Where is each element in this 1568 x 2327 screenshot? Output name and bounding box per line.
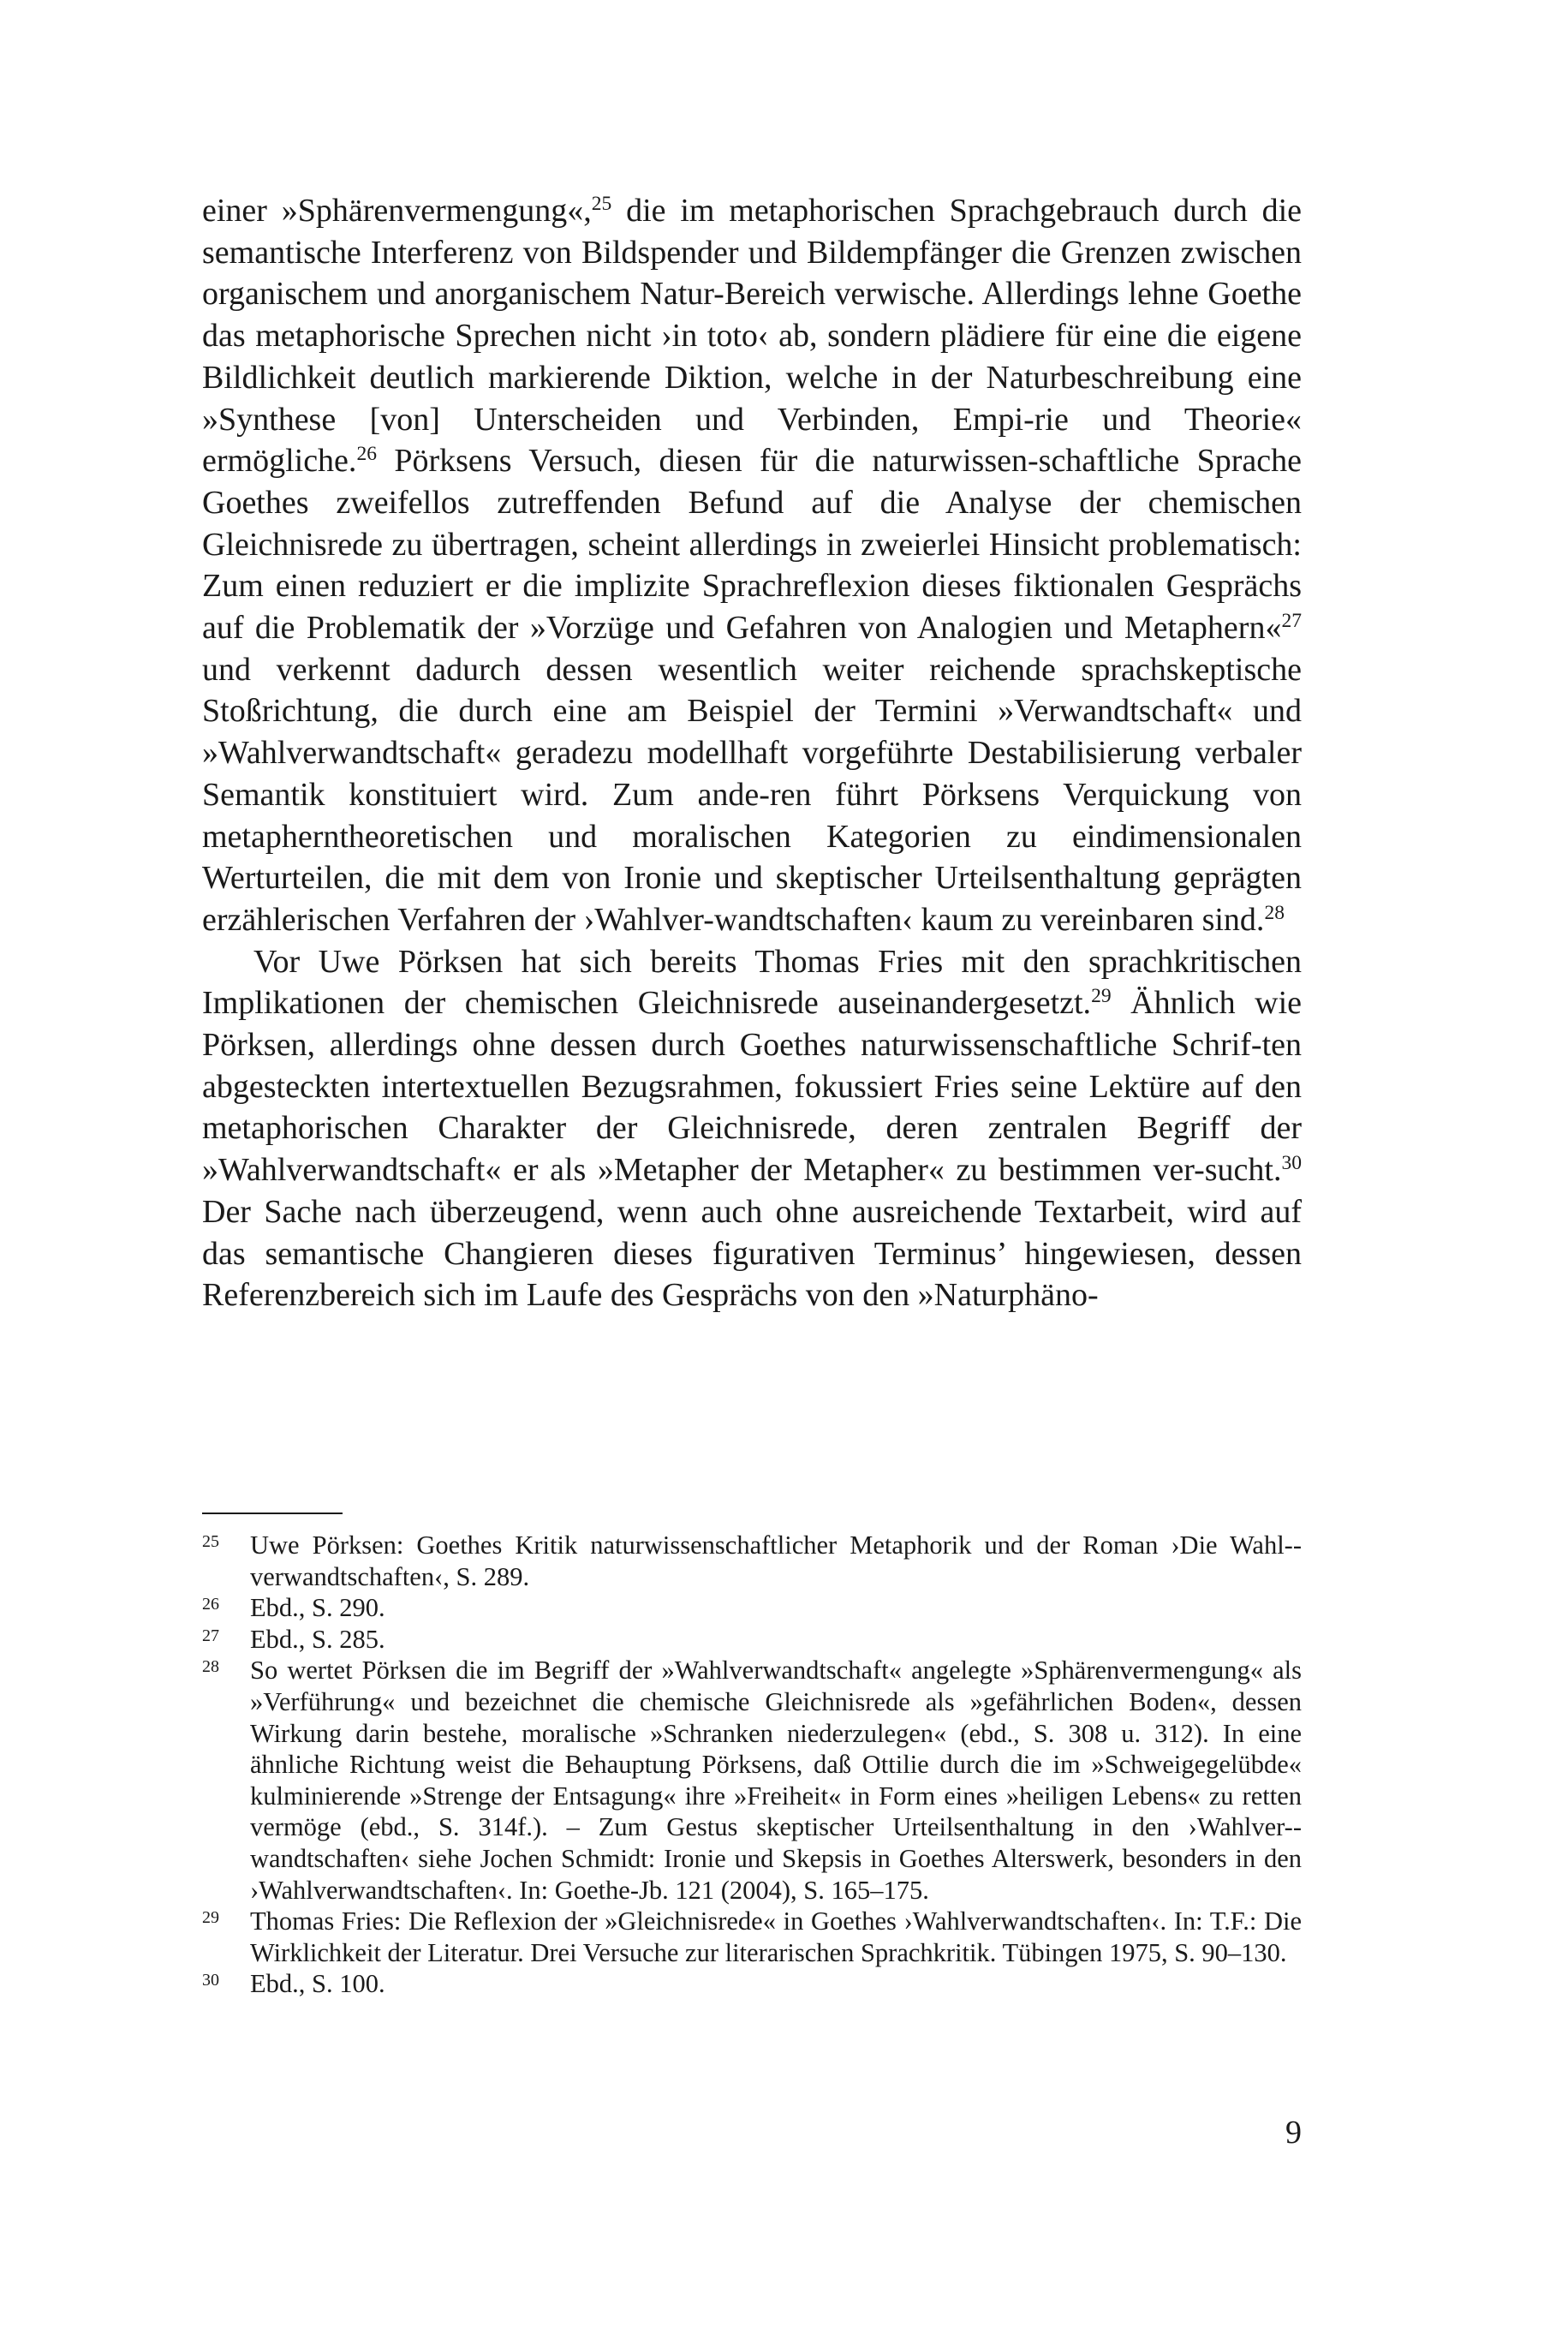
main-text [202, 190, 1302, 1316]
footnotes [202, 1530, 1302, 2000]
footnote-ref-30[interactable]: 30 [1281, 1152, 1302, 1175]
footnote-30 [202, 1968, 1302, 2000]
footnote-26 [202, 1592, 1302, 1624]
footnote-number: 26 [202, 1595, 219, 1614]
footnote-number: 29 [202, 1908, 219, 1928]
footnote-text: Ebd., S. 285. [250, 1624, 385, 1654]
footnote-number: 28 [202, 1657, 219, 1677]
footnote-25 [202, 1530, 1302, 1592]
paragraph-1: einer »Sphärenvermengung«,$^{25}$ die im metaphorischen Sprachgebrauch durch die semantische Interferenz von Bildspender und Bildempfänger die Grenzen zwischen organischem und anorganischem Natur-Bereich verwische. Allerdings lehne Goethe das metaphorische Sprechen nicht ›in toto‹ ab, sondern plädiere für eine die eigene Bildlichkeit deutlich markierende Diktion, welche in der Naturbeschreibung eine »Synthese [von] Unterscheiden und Verbinden, Empi-rie und Theorie« ermögliche.$^{26}$ Pörksens Versuch, diesen für die naturwissen-schaftliche Sprache Goethes zweifellos zutreffenden Befund auf die Analyse der chemischen Gleichnisrede zu übertragen, scheint allerdings in zweierlei Hinsicht problematisch: Zum einen reduziert er die implizite Sprachreflexion dieses fiktionalen Gesprächs auf die Problematik der »Vorzüge und Gefahren von Analogien und Metaphern«$^{27}$ und verkennt dadurch dessen wesentlich weiter reichende sprachskeptische Stoßrichtung, die durch eine am Beispiel der Termini »Verwandtschaft« und »Wahlverwandtschaft« geradezu modellhaft vorgeführte Destabilisierung verbaler Semantik konstituiert wird. Zum ande-ren führt Pörksens Verquickung von metapherntheoretischen und moralischen Kategorien zu eindimensionalen Werturteilen, die mit dem von Ironie und skeptischer Urteilsenthaltung geprägten erzählerischen Verfahren der ›Wahlver-wandtschaften‹ kaum zu vereinbaren sind.$^{28}$ [202, 193, 1302, 938]
footnote-text: Thomas Fries: Die Reflexion der »Gleichnisrede« in Goethes ›Wahlverwandtschaften‹. In: T.F.: Die Wirklichkeit der Literatur. Drei Versuche zur literarischen Sprachkritik. Tübingen 1975, S. 90–130. [250, 1906, 1302, 1967]
footnote-number: 27 [202, 1626, 219, 1645]
footnote-text: So wertet Pörksen die im Begriff der »Wahlverwandtschaft« angelegte »Sphärenvermengung« als »Verführung« und bezeichnet die chemische Gleichnisrede als »gefährlichen Boden«, dessen Wirkung darin bestehe, moralische »Schranken niederzulegen« (ebd., S. 308 u. 312). In eine ähnliche Richtung weist die Behauptung Pörksens, daß Ottilie durch die im »Schweigegelübde« kulminierende »Strenge der Entsagung« ihre »Freiheit« in Form eines »heiligen Lebens« zu retten vermöge (ebd., S. 314f.). – Zum Gestus skeptischer Urteilsenthaltung in den ›Wahlver-wandtschaften‹ siehe Jochen Schmidt: Ironie und Skepsis in Goethes Alterswerk, besonders in den ›Wahlverwandtschaften‹. In: Goethe-Jb. 121 (2004), S. 165–175. [250, 1656, 1302, 1905]
footnote-number: 25 [202, 1532, 219, 1551]
footnote-29 [202, 1906, 1302, 1968]
footnote-text: Uwe Pörksen: Goethes Kritik naturwissenschaftlicher Metaphorik und der Roman ›Die Wahl-verwandtschaften‹, S. 289. [250, 1530, 1302, 1591]
footnote-ref-26[interactable]: 26 [356, 443, 377, 466]
footnote-number: 30 [202, 1971, 219, 1990]
footnote-ref-25[interactable]: 25 [591, 193, 612, 216]
footnote-text: Ebd., S. 290. [250, 1593, 385, 1623]
footnote-27 [202, 1624, 1302, 1656]
footnote-text: Ebd., S. 100. [250, 1969, 385, 1999]
footnote-28 [202, 1655, 1302, 1906]
footnote-divider [202, 1513, 343, 1514]
page-number: 9 [1285, 2115, 1302, 2151]
footnote-ref-29[interactable]: 29 [1091, 985, 1112, 1008]
paragraph-2: Vor Uwe Pörksen hat sich bereits Thomas Fries mit den sprachkritischen Implikationen der chemischen Gleichnisrede auseinandergesetzt.$^{29}$ Ähnlich wie Pörksen, allerdings ohne dessen durch Goethes naturwissenschaftliche Schrif-ten abgesteckten intertextuellen Bezugsrahmen, fokussiert Fries seine Lektüre auf den metaphorischen Charakter der Gleichnisrede, deren zentralen Begriff der »Wahlverwandtschaft« er als »Metapher der Metapher« zu bestimmen ver-sucht.$^{30}$ Der Sache nach überzeugend, wenn auch ohne ausreichende Textarbeit, wird auf das semantische Changieren dieses figurativen Terminus’ hingewiesen, dessen Referenzbereich sich im Laufe des Gesprächs von den »Naturphäno- [202, 943, 1302, 1314]
footnote-ref-27[interactable]: 27 [1281, 610, 1302, 633]
footnote-ref-28[interactable]: 28 [1264, 902, 1285, 924]
